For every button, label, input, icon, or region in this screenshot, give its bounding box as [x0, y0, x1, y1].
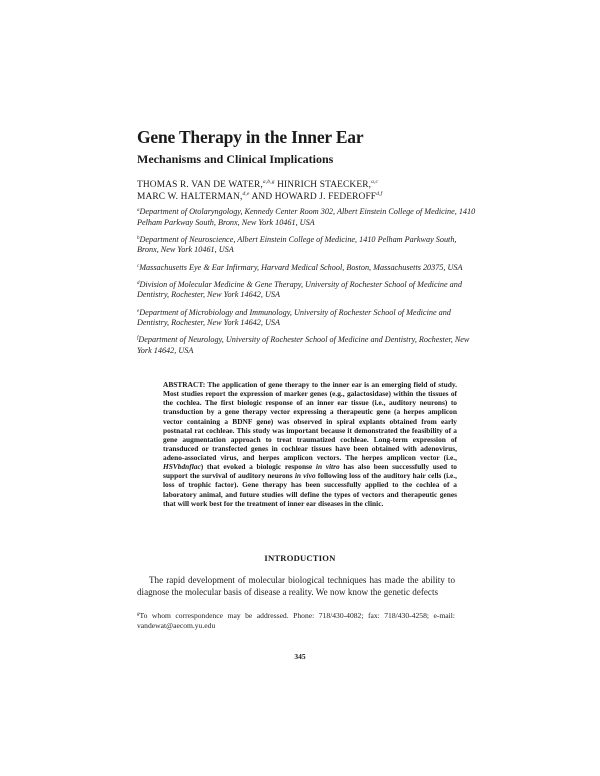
page-number: 345 — [294, 652, 306, 661]
affiliation — [137, 235, 477, 256]
body-paragraph: The rapid development of molecular biological techniques has made the ability to diagnose the molecular basis of disease a reality. We now know the genetic defects — [137, 575, 455, 598]
author-name: HINRICH STAECKER, — [274, 180, 372, 190]
article-subtitle: Mechanisms and Clinical Implications — [137, 152, 334, 166]
affiliation — [137, 280, 477, 301]
affiliation — [137, 263, 477, 274]
affiliation-text: Department of Neuroscience, Albert Einstein College of Medicine, 1410 Pelham Parkway South, Bronx, New York 10461, USA — [137, 234, 457, 255]
affiliation-mark: e — [137, 308, 140, 314]
abstract-text: following loss of the auditory hair cells (i.e., loss of trophic factor). Gene therapy has been successfully applied to the cochlea of a laboratory animal, and future studies will define the types of vectors and therapeutic genes that will work best for the treatment of inner ear diseases in the clinic. — [163, 471, 457, 508]
affiliation-mark: d — [137, 280, 140, 286]
author-affiliation-marks: a,b,g — [262, 179, 275, 185]
affiliation-text: Division of Molecular Medicine & Gene Therapy, University of Rochester School of Medicine and Dentistry, Rochester, New York 14642, USA — [137, 279, 462, 300]
affiliation-mark: f — [137, 336, 139, 342]
abstract — [163, 380, 457, 508]
author-affiliation-marks: d,f — [376, 191, 383, 197]
article-title: Gene Therapy in the Inner Ear — [137, 127, 364, 147]
affiliation-text: Massachusetts Eye & Ear Infirmary, Harvard Medical School, Boston, Massachusetts 20375, USA — [139, 262, 463, 272]
introduction-body — [137, 574, 455, 599]
vector-name: HSVbdnflac — [163, 462, 201, 472]
author-affiliation-marks: d,e — [242, 191, 250, 197]
author-affiliation-marks: a,c — [371, 179, 379, 185]
author-name: MARC W. HALTERMAN, — [137, 192, 243, 202]
affiliation-mark: b — [137, 235, 140, 241]
latin-term: in vivo — [294, 471, 316, 481]
affiliation — [137, 207, 477, 228]
affiliation-text: Department of Microbiology and Immunology, University of Rochester School of Medicine and Dentistry, Rochester, New York 14642, USA — [137, 307, 451, 328]
footnote — [137, 611, 455, 632]
affiliation-text: Department of Neurology, University of Rochester School of Medicine and Dentistry, Rochester, New York 14642, USA — [137, 335, 470, 355]
author-list — [137, 179, 477, 203]
footnote-mark: g — [137, 612, 140, 617]
abstract-text: has also been successfully used to support the survival of auditory neurons — [163, 462, 457, 481]
abstract-text: ABSTRACT: The application of gene therapy to the inner ear is an emerging field of study. Most studies report the expression of marker genes (e.g., galactosidase) within the tissues of the cochlea. The first biologic response of an inner ear tissue (i.e., auditory neurons) to transduction by a gene therapy vector expressing a therapeutic gene (a herpes amplicon vector containing a BDNF gene) was observed in spiral explants obtained from early postnatal rat cochleae. This study was important because it demonstrated the feasibility of a gene augmentation approach to treat traumatized cochleae. Long-term expression of transduced or transfected genes in cochlear tissues have been obtained with adenovirus, adeno-associated virus, and herpes amplicon vectors. The herpes amplicon vector (i.e., — [163, 380, 457, 462]
latin-term: in vitro — [315, 462, 340, 472]
affiliation — [137, 308, 477, 329]
section-heading: INTRODUCTION — [264, 553, 336, 563]
affiliation — [137, 335, 477, 356]
footnote-text: To whom correspondence may be addressed. Phone: 718/430-4082; fax: 718/430-4258; e-mail: vandewat@aecom.yu.edu — [137, 611, 455, 631]
affiliation-mark: a — [137, 208, 140, 213]
affiliation-mark: c — [137, 263, 140, 269]
abstract-text: ) that evoked a biologic response — [200, 462, 316, 472]
affiliation-list — [137, 207, 477, 363]
affiliation-text: Department of Otolaryngology, Kennedy Center Room 302, Albert Einstein College of Medicine, 1410 Pelham Parkway South, Bronx, New York 10461, USA — [137, 207, 476, 227]
author-name: THOMAS R. VAN DE WATER, — [137, 180, 263, 190]
author-name: AND HOWARD J. FEDEROFF — [249, 192, 377, 202]
